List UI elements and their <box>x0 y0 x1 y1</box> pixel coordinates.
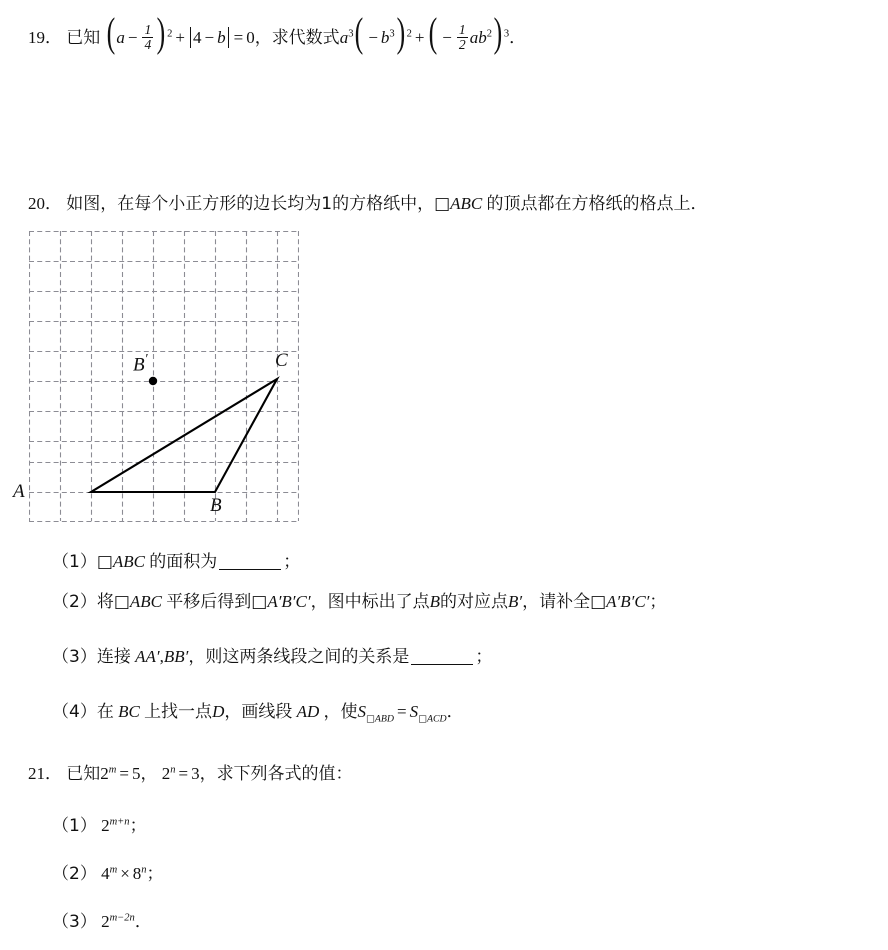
problem-21-ask: 求下列各式的值： <box>216 764 353 784</box>
var-ab: ab <box>469 28 487 47</box>
var-a: a <box>116 28 125 47</box>
fraction-one-half <box>457 23 468 52</box>
problem-21-stem <box>28 760 353 788</box>
fraction-denominator: 4 <box>144 37 152 53</box>
q2-point-b-prime: B′ <box>507 592 523 611</box>
fraction-one-fourth <box>142 23 153 52</box>
plus-sign-1: + <box>175 28 185 47</box>
label-abc: ABC <box>450 194 483 213</box>
problem-21-number: 21． <box>28 764 62 783</box>
abs-bar-left <box>190 27 191 48</box>
q1-end: ； <box>283 552 301 572</box>
fraction-numerator: 1 <box>144 22 152 38</box>
triangle-icon-q2-b: □ <box>251 592 268 612</box>
problem-20-stem-text-2: 的顶点都在方格纸的格点上． <box>486 194 708 214</box>
exponent-2-c: 2 <box>486 28 492 40</box>
equals-sign-1: = <box>233 28 244 47</box>
q3-separator: , <box>159 647 164 666</box>
q1-answer-blank[interactable] <box>219 569 281 570</box>
q3-text-2: ，则这两条线段之间的关系是 <box>188 647 410 667</box>
fraction-numerator-2: 1 <box>458 22 466 38</box>
const-0: 0 <box>246 28 255 47</box>
q4-segment-bc: BC <box>118 702 140 721</box>
vertex-label-b-prime-letter: B <box>133 354 145 376</box>
p21-q2-base-1: 4 <box>101 864 110 883</box>
p21-q2-base-2: 8 <box>132 864 142 883</box>
p21-base-2-a: 2 <box>100 764 109 783</box>
q2-text-1: 将 <box>96 592 114 612</box>
vertex-label-a: A <box>13 481 25 502</box>
problem-19-number: 19． <box>28 28 62 47</box>
problem-21-q3 <box>52 908 152 936</box>
p21-q2-marker: （2） <box>52 864 97 884</box>
q4-area-s2-subscript <box>418 713 447 724</box>
const-4: 4 <box>193 28 202 47</box>
p21-value-5: 5 <box>131 764 141 783</box>
q1-marker: （1） <box>52 552 97 572</box>
var-b: b <box>217 28 226 47</box>
p21-q1-exponent: m+n <box>109 816 130 828</box>
triangle-icon-q2-a: □ <box>113 592 130 612</box>
q4-area-s2: S <box>409 702 419 721</box>
q3-segment-aa-prime: AA′ <box>135 647 160 666</box>
exponent-3-a: 3 <box>348 28 354 40</box>
q4-text-4: ，使 <box>323 702 358 722</box>
triangle-icon-q4-a: □ <box>366 713 375 725</box>
point-b-prime-dot <box>149 377 157 385</box>
problem-20-q4 <box>52 698 464 726</box>
p21-equals-1: = <box>119 764 129 783</box>
p21-equals-2: = <box>178 764 189 783</box>
q1-abc: ABC <box>112 552 145 571</box>
q3-end: ； <box>475 647 493 667</box>
triangle-icon-q1: □ <box>96 552 113 572</box>
p21-q1-end: ； <box>129 816 147 836</box>
q4-end: ． <box>446 702 464 721</box>
q4-area-s1: S <box>357 702 367 721</box>
q4-marker: （4） <box>52 702 97 722</box>
q3-text-1: 连接 <box>96 647 131 667</box>
vertex-label-c: C <box>275 350 288 371</box>
minus-sign-3: − <box>368 28 378 47</box>
q4-equals: = <box>397 702 407 721</box>
exponent-3-b: 3 <box>389 28 395 40</box>
p21-value-3: 3 <box>191 764 200 783</box>
vertex-label-b: B <box>210 495 222 516</box>
q2-point-b: B <box>429 592 440 611</box>
vertex-label-b-prime <box>133 351 148 376</box>
q2-text-3: ，图中标出了点 <box>310 592 430 612</box>
triangle-icon-q4-b: □ <box>418 713 427 725</box>
p21-q1-marker: （1） <box>52 816 97 836</box>
p21-q2-end: ； <box>146 864 164 884</box>
problem-20-number: 20． <box>28 194 62 213</box>
abs-bar-right <box>228 27 229 48</box>
minus-sign-4: − <box>442 28 452 47</box>
vertex-label-b-prime-mark: ′ <box>144 351 148 366</box>
q2-abc-prime: A′B′C′ <box>267 592 311 611</box>
var-a-2: a <box>339 28 349 47</box>
q1-text: 的面积为 <box>149 552 218 572</box>
q4-text-2: 上找一点 <box>144 702 213 722</box>
p21-q2-exponent-2: n <box>141 864 147 876</box>
p21-exponent-n: n <box>170 764 176 776</box>
problem-21-lead: 已知 <box>66 764 101 784</box>
q2-end: ； <box>649 592 667 612</box>
problem-20-stem-text-1: 如图，在每个小正方形的边长均为1的方格纸中， <box>66 194 435 214</box>
q4-area-s2-sub-label: ACD <box>426 713 447 725</box>
problem-21-q1 <box>52 812 147 840</box>
problem-20-q3 <box>52 643 492 671</box>
q4-area-s1-sub-label: ABD <box>374 713 394 725</box>
problem-19-lead: 已知 <box>66 28 101 48</box>
plus-sign-2: + <box>414 28 425 47</box>
exponent-2-a: 2 <box>167 28 173 40</box>
q2-text-4: 的对应点 <box>439 592 508 612</box>
q4-area-s1-subscript <box>366 713 394 724</box>
problem-20-stem <box>28 190 708 218</box>
q3-segment-bb-prime: BB′ <box>163 647 189 666</box>
minus-sign-1: − <box>127 28 138 47</box>
q4-point-d: D <box>212 702 225 721</box>
triangle-icon-q2-c: □ <box>590 592 607 612</box>
p21-exponent-m: m <box>108 764 117 776</box>
problem-19: 19． 已知 (a − $\frac{1}{4}$ ) $^2$ + 4 − b = 0，求代数式$a^3( - b^3) ^2$ + ( − $\frac{1}{2}$ $ab^2$) $^3$． <box>28 9 527 56</box>
q3-answer-blank[interactable] <box>411 664 473 665</box>
comma-1: ， <box>254 28 272 48</box>
grid-figure <box>13 231 299 522</box>
grid-lines <box>29 231 299 522</box>
q2-abc: ABC <box>129 592 162 611</box>
q2-marker: （2） <box>52 592 97 612</box>
q3-marker: （3） <box>52 647 97 667</box>
p21-base-2-b: 2 <box>161 764 171 783</box>
p21-comma-2: ， <box>199 764 217 784</box>
exponent-3-c: 3 <box>503 28 510 40</box>
q2-text-2: 平移后得到 <box>166 592 252 612</box>
problem-21-q2 <box>52 860 164 888</box>
p21-q3-base: 2 <box>101 912 110 931</box>
p21-q2-times: × <box>120 864 130 883</box>
p21-q3-marker: （3） <box>52 912 97 932</box>
q4-text-3: ，画线段 <box>224 702 293 722</box>
q2-text-5: ，请补全 <box>522 592 591 612</box>
exponent-2-b: 2 <box>406 28 412 40</box>
var-b-2: b <box>380 28 390 47</box>
minus-sign-2: − <box>204 28 215 47</box>
p21-comma-1: ， <box>140 764 158 784</box>
p21-q1-base: 2 <box>101 816 110 835</box>
problem-20-q2 <box>52 588 666 616</box>
triangle-icon: □ <box>434 194 451 214</box>
q2-abc-prime-2: A′B′C′ <box>606 592 650 611</box>
p21-q2-exponent-1: m <box>109 864 118 876</box>
problem-20-q1 <box>52 548 300 576</box>
fraction-denominator-2: 2 <box>458 37 466 53</box>
period-1: ． <box>509 28 527 47</box>
figure-svg <box>29 231 299 522</box>
p21-q3-exponent: m−2n <box>109 912 135 924</box>
q4-text-1: 在 <box>96 702 114 722</box>
p21-q3-end: ． <box>134 912 152 931</box>
q4-segment-ad: AD <box>296 702 320 721</box>
problem-19-ask: 求代数式 <box>271 28 340 48</box>
